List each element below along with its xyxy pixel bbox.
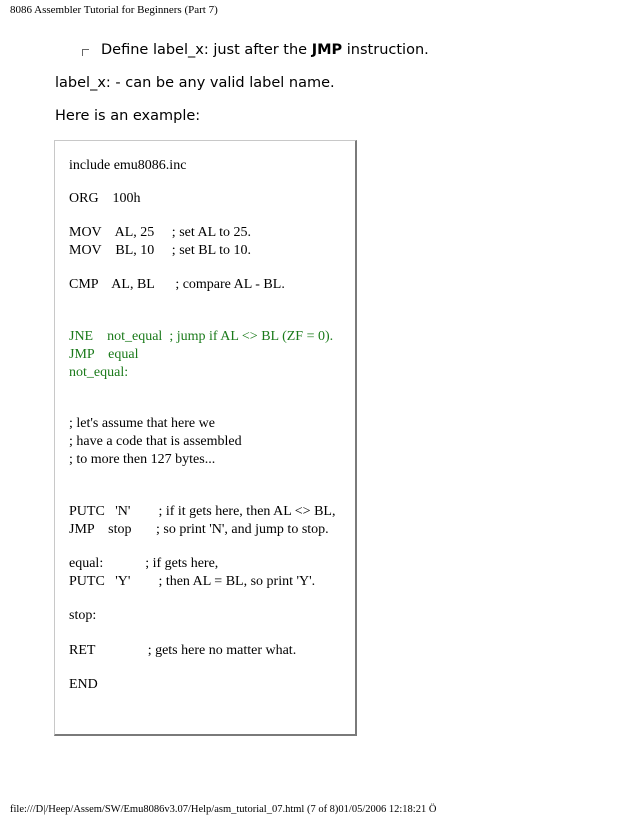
page-header-title: 8086 Assembler Tutorial for Beginners (Part 7) (10, 4, 218, 16)
code-line: JNE not_equal ; jump if AL <> BL (ZF = 0). (69, 329, 334, 344)
code-line: PUTC 'Y' ; then AL = BL, so print 'Y'. (69, 574, 316, 589)
code-line: ; to more then 127 bytes... (69, 452, 216, 467)
code-line: include emu8086.inc (69, 158, 187, 173)
code-line: ; let's assume that here we (69, 416, 215, 431)
code-line: CMP AL, BL ; compare AL - BL. (69, 277, 285, 292)
bullet-text-bold: JMP (311, 42, 343, 58)
code-line: equal: ; if gets here, (69, 556, 219, 571)
code-line: ; have a code that is assembled (69, 434, 242, 449)
code-line: stop: (69, 608, 97, 623)
code-line: not_equal: (69, 365, 129, 380)
example-intro: Here is an example: (55, 108, 201, 124)
code-line: PUTC 'N' ; if it gets here, then AL <> BL, (69, 504, 336, 519)
page-footer-url: file:///D|/Heep/Assem/SW/Emu8086v3.07/Help/asm_tutorial_07.html (7 of 8)01/05/2006 12:18:21 Ö (10, 804, 437, 815)
code-line: RET ; gets here no matter what. (69, 643, 297, 658)
code-line: JMP stop ; so print 'N', and jump to stop. (69, 522, 329, 537)
code-line: MOV BL, 10 ; set BL to 10. (69, 243, 252, 258)
bullet-item (82, 42, 429, 58)
code-line: MOV AL, 25 ; set AL to 25. (69, 225, 252, 240)
code-line: ORG 100h (69, 191, 141, 206)
code-line: JMP equal (69, 347, 139, 362)
bullet-text-after: instruction. (342, 42, 429, 58)
bullet-text-before: Define label_x: just after the (101, 42, 312, 58)
label-description: label_x: - can be any valid label name. (55, 75, 335, 91)
bullet-icon (82, 49, 89, 56)
code-line: END (69, 677, 98, 692)
